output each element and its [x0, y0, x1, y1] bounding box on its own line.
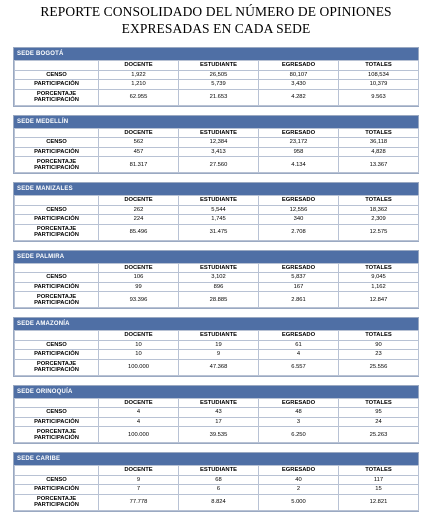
censo-row: [15, 70, 419, 80]
corner-cell: [15, 331, 99, 341]
value-cell: 100.000: [99, 359, 179, 375]
value-cell: 106: [99, 273, 179, 283]
value-cell: 10: [99, 350, 179, 360]
row-label-line: PORCENTAJE: [36, 293, 77, 300]
row-label: PARTICIPACIÓN: [15, 417, 99, 427]
porcentaje-row: [15, 427, 419, 443]
row-label-line: PARTICIPACIÓN: [34, 164, 79, 171]
value-cell: 2.861: [259, 292, 339, 308]
row-label-line: PORCENTAJE: [36, 361, 77, 367]
sede-header: SEDE BOGOTÁ: [14, 48, 418, 60]
corner-cell: [15, 466, 99, 476]
value-cell: 99: [99, 282, 179, 292]
censo-row: [15, 205, 419, 215]
sede-table: [14, 195, 419, 241]
censo-row: [15, 475, 419, 485]
value-cell: 340: [259, 215, 339, 225]
column-header: DOCENTE: [99, 128, 179, 138]
column-header: ESTUDIANTE: [179, 196, 259, 206]
value-cell: 12.821: [339, 494, 419, 510]
value-cell: 5,739: [179, 80, 259, 90]
value-cell: 4: [99, 408, 179, 418]
sede-sections: [0, 37, 432, 512]
sede-section: [13, 250, 419, 310]
report-title: [0, 3, 432, 37]
value-cell: 4: [99, 417, 179, 427]
value-cell: 12.575: [339, 224, 419, 240]
column-header: ESTUDIANTE: [179, 61, 259, 71]
value-cell: 95: [339, 408, 419, 418]
row-label: PARTICIPACIÓN: [15, 80, 99, 90]
row-label: [15, 494, 99, 510]
corner-cell: [15, 263, 99, 273]
column-header: DOCENTE: [99, 331, 179, 341]
row-label-line: PORCENTAJE: [36, 428, 77, 435]
value-cell: 26,505: [179, 70, 259, 80]
row-label: CENSO: [15, 475, 99, 485]
value-cell: 3,430: [259, 80, 339, 90]
porcentaje-row: [15, 224, 419, 240]
value-cell: 3: [259, 417, 339, 427]
row-label-line: PARTICIPACIÓN: [34, 434, 79, 441]
value-cell: 80,107: [259, 70, 339, 80]
value-cell: 43: [179, 408, 259, 418]
value-cell: 10: [99, 340, 179, 350]
sede-table: [14, 330, 419, 376]
row-label: CENSO: [15, 273, 99, 283]
column-header: EGRESADO: [259, 466, 339, 476]
value-cell: 1,922: [99, 70, 179, 80]
sede-table: [14, 465, 419, 511]
value-cell: 4,828: [339, 147, 419, 157]
row-label: PARTICIPACIÓN: [15, 350, 99, 360]
sede-section: [13, 385, 419, 445]
row-label-line: PORCENTAJE: [36, 91, 77, 97]
sede-section: [13, 47, 419, 107]
value-cell: 1,162: [339, 282, 419, 292]
row-label: [15, 157, 99, 173]
value-cell: 100.000: [99, 427, 179, 443]
censo-row: [15, 138, 419, 148]
column-header-row: [15, 61, 419, 71]
sede-header: SEDE ORINOQUÍA: [14, 386, 418, 398]
value-cell: 40: [259, 475, 339, 485]
value-cell: 48: [259, 408, 339, 418]
column-header: TOTALES: [339, 196, 419, 206]
column-header: TOTALES: [339, 128, 419, 138]
column-header: EGRESADO: [259, 331, 339, 341]
sede-section: [13, 182, 419, 242]
value-cell: 5,544: [179, 205, 259, 215]
column-header-row: [15, 466, 419, 476]
row-label: CENSO: [15, 138, 99, 148]
porcentaje-row: [15, 292, 419, 308]
value-cell: 21.653: [179, 89, 259, 105]
censo-row: [15, 408, 419, 418]
sede-table: [14, 263, 419, 309]
row-label: PARTICIPACIÓN: [15, 215, 99, 225]
column-header: DOCENTE: [99, 263, 179, 273]
value-cell: 117: [339, 475, 419, 485]
column-header: EGRESADO: [259, 128, 339, 138]
column-header: EGRESADO: [259, 61, 339, 71]
column-header-row: [15, 398, 419, 408]
value-cell: 1,210: [99, 80, 179, 90]
value-cell: 262: [99, 205, 179, 215]
value-cell: 4.134: [259, 157, 339, 173]
participacion-row: [15, 485, 419, 495]
value-cell: 8.824: [179, 494, 259, 510]
corner-cell: [15, 128, 99, 138]
corner-cell: [15, 196, 99, 206]
row-label-line: PARTICIPACIÓN: [34, 232, 79, 238]
value-cell: 2.708: [259, 224, 339, 240]
value-cell: 15: [339, 485, 419, 495]
value-cell: 81.317: [99, 157, 179, 173]
column-header: TOTALES: [339, 466, 419, 476]
value-cell: 3,413: [179, 147, 259, 157]
participacion-row: [15, 80, 419, 90]
column-header-row: [15, 196, 419, 206]
sede-table: [14, 60, 419, 106]
row-label: [15, 359, 99, 375]
value-cell: 31.475: [179, 224, 259, 240]
value-cell: 1,745: [179, 215, 259, 225]
porcentaje-row: [15, 359, 419, 375]
value-cell: 6.557: [259, 359, 339, 375]
value-cell: 39.535: [179, 427, 259, 443]
participacion-row: [15, 282, 419, 292]
column-header: DOCENTE: [99, 466, 179, 476]
sede-section: [13, 317, 419, 377]
column-header: DOCENTE: [99, 398, 179, 408]
value-cell: 562: [99, 138, 179, 148]
value-cell: 19: [179, 340, 259, 350]
column-header: TOTALES: [339, 61, 419, 71]
value-cell: 896: [179, 282, 259, 292]
corner-cell: [15, 61, 99, 71]
value-cell: 9: [179, 350, 259, 360]
value-cell: 4: [259, 350, 339, 360]
column-header: TOTALES: [339, 263, 419, 273]
row-label: [15, 89, 99, 105]
row-label-line: PORCENTAJE: [36, 226, 77, 232]
value-cell: 12,556: [259, 205, 339, 215]
column-header: ESTUDIANTE: [179, 466, 259, 476]
sede-table: [14, 398, 419, 444]
value-cell: 12,384: [179, 138, 259, 148]
participacion-row: [15, 147, 419, 157]
value-cell: 17: [179, 417, 259, 427]
value-cell: 18,362: [339, 205, 419, 215]
column-header: ESTUDIANTE: [179, 331, 259, 341]
value-cell: 62.955: [99, 89, 179, 105]
row-label-line: PORCENTAJE: [36, 158, 77, 165]
value-cell: 25.556: [339, 359, 419, 375]
value-cell: 2: [259, 485, 339, 495]
value-cell: 12.847: [339, 292, 419, 308]
row-label-line: PARTICIPACIÓN: [34, 97, 79, 103]
row-label-line: PARTICIPACIÓN: [34, 367, 79, 373]
value-cell: 6: [179, 485, 259, 495]
column-header-row: [15, 331, 419, 341]
sede-header: SEDE CARIBE: [14, 453, 418, 465]
porcentaje-row: [15, 157, 419, 173]
column-header: DOCENTE: [99, 196, 179, 206]
value-cell: 167: [259, 282, 339, 292]
value-cell: 6.250: [259, 427, 339, 443]
value-cell: 13.367: [339, 157, 419, 173]
value-cell: 10,379: [339, 80, 419, 90]
value-cell: 68: [179, 475, 259, 485]
value-cell: 3,102: [179, 273, 259, 283]
value-cell: 224: [99, 215, 179, 225]
value-cell: 27.560: [179, 157, 259, 173]
row-label: [15, 427, 99, 443]
report-title-line1: REPORTE CONSOLIDADO DEL NÚMERO DE OPINIONES: [40, 4, 392, 19]
row-label: CENSO: [15, 408, 99, 418]
sede-header: SEDE MEDELLÍN: [14, 116, 418, 128]
value-cell: 9.563: [339, 89, 419, 105]
value-cell: 9,045: [339, 273, 419, 283]
value-cell: 2,309: [339, 215, 419, 225]
row-label-line: PORCENTAJE: [36, 496, 77, 502]
value-cell: 61: [259, 340, 339, 350]
value-cell: 108,534: [339, 70, 419, 80]
row-label: CENSO: [15, 70, 99, 80]
value-cell: 9: [99, 475, 179, 485]
row-label: PARTICIPACIÓN: [15, 282, 99, 292]
column-header: ESTUDIANTE: [179, 128, 259, 138]
censo-row: [15, 340, 419, 350]
row-label-line: PARTICIPACIÓN: [34, 502, 79, 508]
value-cell: 47.368: [179, 359, 259, 375]
column-header: TOTALES: [339, 331, 419, 341]
porcentaje-row: [15, 494, 419, 510]
column-header: EGRESADO: [259, 398, 339, 408]
sede-header: SEDE MANIZALES: [14, 183, 418, 195]
value-cell: 85.496: [99, 224, 179, 240]
value-cell: 4.282: [259, 89, 339, 105]
participacion-row: [15, 417, 419, 427]
row-label: [15, 224, 99, 240]
row-label: PARTICIPACIÓN: [15, 147, 99, 157]
row-label-line: PARTICIPACIÓN: [34, 299, 79, 306]
row-label: CENSO: [15, 340, 99, 350]
column-header: EGRESADO: [259, 263, 339, 273]
sede-header: SEDE PALMIRA: [14, 251, 418, 263]
value-cell: 958: [259, 147, 339, 157]
value-cell: 36,118: [339, 138, 419, 148]
value-cell: 5.000: [259, 494, 339, 510]
value-cell: 90: [339, 340, 419, 350]
column-header-row: [15, 128, 419, 138]
participacion-row: [15, 350, 419, 360]
column-header-row: [15, 263, 419, 273]
column-header: TOTALES: [339, 398, 419, 408]
value-cell: 24: [339, 417, 419, 427]
row-label: CENSO: [15, 205, 99, 215]
column-header: EGRESADO: [259, 196, 339, 206]
row-label: [15, 292, 99, 308]
value-cell: 7: [99, 485, 179, 495]
corner-cell: [15, 398, 99, 408]
sede-table: [14, 128, 419, 174]
sede-section: [13, 115, 419, 175]
value-cell: 23,172: [259, 138, 339, 148]
row-label: PARTICIPACIÓN: [15, 485, 99, 495]
value-cell: 77.778: [99, 494, 179, 510]
value-cell: 93.396: [99, 292, 179, 308]
value-cell: 25.263: [339, 427, 419, 443]
sede-header: SEDE AMAZONÍA: [14, 318, 418, 330]
censo-row: [15, 273, 419, 283]
column-header: DOCENTE: [99, 61, 179, 71]
sede-section: [13, 452, 419, 512]
column-header: ESTUDIANTE: [179, 263, 259, 273]
value-cell: 28.885: [179, 292, 259, 308]
value-cell: 23: [339, 350, 419, 360]
value-cell: 457: [99, 147, 179, 157]
porcentaje-row: [15, 89, 419, 105]
column-header: ESTUDIANTE: [179, 398, 259, 408]
value-cell: 5,837: [259, 273, 339, 283]
participacion-row: [15, 215, 419, 225]
report-title-line2: EXPRESADAS EN CADA SEDE: [121, 21, 311, 36]
